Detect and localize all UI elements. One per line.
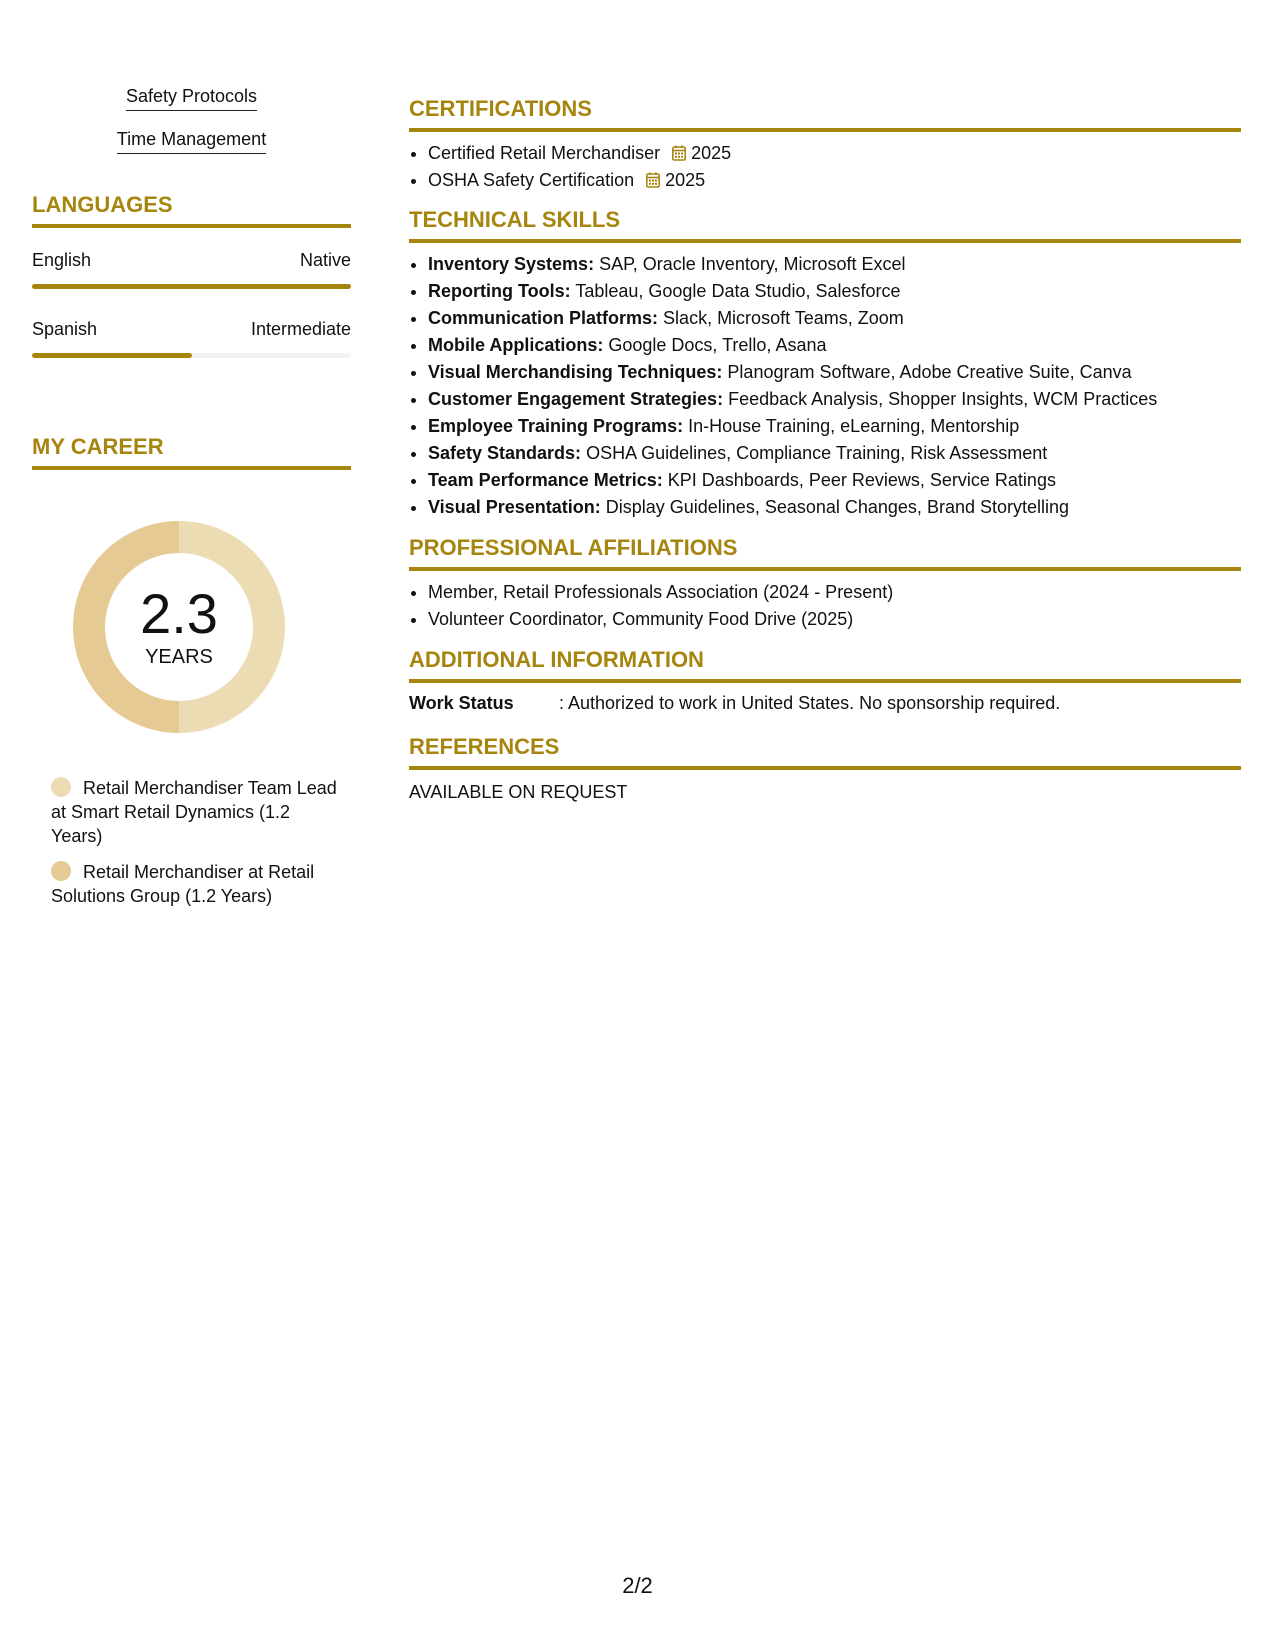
section-divider	[409, 239, 1241, 243]
career-title: MY CAREER	[32, 434, 164, 459]
career-section	[32, 434, 351, 908]
career-total-years: 2.3	[140, 581, 218, 645]
work-status-value: : Authorized to work in United States. No sponsorship required.	[559, 693, 1061, 713]
certification-year: 2025	[665, 170, 706, 190]
references-text: AVAILABLE ON REQUEST	[409, 782, 628, 802]
language-level: Intermediate	[250, 319, 351, 339]
certification-item	[428, 167, 1241, 194]
languages-section	[32, 192, 351, 358]
technical-skill-value: In-House Training, eLearning, Mentorship	[688, 416, 1020, 436]
technical-skill-value: KPI Dashboards, Peer Reviews, Service Ratings	[667, 470, 1056, 490]
language-bar	[32, 353, 351, 358]
language-name: Spanish	[32, 319, 98, 339]
career-legend-label: Retail Merchandiser at Retail Solutions Group (1.2 Years)	[51, 862, 315, 906]
technical-skill-label: Communication Platforms:	[428, 308, 659, 328]
technical-skill-label: Mobile Applications:	[428, 335, 604, 355]
technical-skill-label: Customer Engagement Strategies:	[428, 389, 724, 409]
language-bar	[32, 284, 351, 289]
technical-skill-value: Slack, Microsoft Teams, Zoom	[663, 308, 904, 328]
certifications-title: CERTIFICATIONS	[409, 96, 592, 121]
left-column	[32, 86, 351, 920]
technical-skill-label: Safety Standards:	[428, 443, 582, 463]
technical-skill-item	[428, 359, 1241, 386]
page-number: 2/2	[622, 1573, 653, 1598]
affiliation-item: • Member, Retail Professionals Association (2024 - Present)	[428, 579, 1241, 606]
section-divider	[32, 466, 351, 470]
additional-info-title: ADDITIONAL INFORMATION	[409, 647, 704, 672]
additional-info-section	[409, 647, 1241, 714]
technical-skill-item	[428, 251, 1241, 278]
career-donut-chart	[66, 514, 292, 740]
language-level: Native	[299, 250, 351, 270]
technical-skill-item	[428, 413, 1241, 440]
language-name: English	[32, 250, 92, 270]
language-row	[32, 250, 351, 271]
donut-center	[66, 514, 292, 740]
legend-dot	[51, 861, 71, 881]
technical-skill-value: Display Guidelines, Seasonal Changes, Brand Storytelling	[605, 497, 1070, 517]
technical-skills-list	[409, 251, 1241, 521]
technical-skill-value: Tableau, Google Data Studio, Salesforce	[575, 281, 901, 301]
technical-skill-item	[428, 440, 1241, 467]
career-total-unit: YEARS	[145, 645, 213, 668]
section-divider	[409, 128, 1241, 132]
calendar-icon	[672, 145, 686, 161]
language-bar-fill	[32, 284, 351, 289]
technical-skill-item	[428, 278, 1241, 305]
section-divider	[32, 224, 351, 228]
career-legend-label: Retail Merchandiser Team Lead at Smart Retail Dynamics (1.2 Years)	[51, 778, 337, 846]
technical-skill-label: Inventory Systems:	[428, 254, 595, 274]
technical-skill-label: Visual Merchandising Techniques:	[428, 362, 723, 382]
technical-skill-value: Planogram Software, Adobe Creative Suite, Canva	[727, 362, 1132, 382]
affiliation-item: • Volunteer Coordinator, Community Food Drive (2025)	[428, 606, 1241, 633]
technical-skill-label: Visual Presentation:	[428, 497, 601, 517]
technical-skill-label: Employee Training Programs:	[428, 416, 684, 436]
certification-name: Certified Retail Merchandiser	[428, 143, 661, 163]
technical-skills-title: TECHNICAL SKILLS	[409, 207, 621, 232]
technical-skill-value: OSHA Guidelines, Compliance Training, Risk Assessment	[586, 443, 1048, 463]
legend-dot	[51, 777, 71, 797]
skill-tag	[32, 86, 351, 111]
technical-skill-label: Team Performance Metrics:	[428, 470, 663, 490]
technical-skill-item	[428, 467, 1241, 494]
language-row	[32, 319, 351, 340]
references-title: REFERENCES	[409, 734, 560, 759]
certification-item	[428, 140, 1241, 167]
certification-name: OSHA Safety Certification	[428, 170, 635, 190]
skill-tag-label: Time Management	[117, 129, 266, 154]
language-bar-fill	[32, 353, 192, 358]
affiliations-section	[409, 535, 1241, 633]
section-divider	[409, 679, 1241, 683]
technical-skills-section	[409, 207, 1241, 521]
certifications-section	[409, 96, 1241, 194]
technical-skill-value: SAP, Oracle Inventory, Microsoft Excel	[599, 254, 906, 274]
technical-skill-value: Google Docs, Trello, Asana	[608, 335, 827, 355]
work-status-label: Work Status	[409, 693, 514, 713]
career-legend-item	[51, 776, 341, 848]
right-column	[409, 96, 1241, 803]
skill-tag-label: Safety Protocols	[126, 86, 257, 111]
technical-skill-item	[428, 494, 1241, 521]
languages-title: LANGUAGES	[32, 192, 173, 217]
work-status-row	[409, 693, 1241, 714]
technical-skill-item	[428, 305, 1241, 332]
affiliations-list	[409, 579, 1241, 633]
affiliations-title: PROFESSIONAL AFFILIATIONS	[409, 535, 738, 560]
references-section	[409, 734, 1241, 803]
career-legend	[51, 776, 341, 908]
technical-skill-item	[428, 386, 1241, 413]
section-divider	[409, 766, 1241, 770]
skill-tag	[32, 129, 351, 154]
technical-skill-label: Reporting Tools:	[428, 281, 571, 301]
career-legend-item	[51, 860, 341, 908]
section-divider	[409, 567, 1241, 571]
certification-year: 2025	[691, 143, 732, 163]
calendar-icon	[646, 172, 660, 188]
technical-skill-value: Feedback Analysis, Shopper Insights, WCM Practices	[728, 389, 1158, 409]
certifications-list	[409, 140, 1241, 194]
technical-skill-item	[428, 332, 1241, 359]
